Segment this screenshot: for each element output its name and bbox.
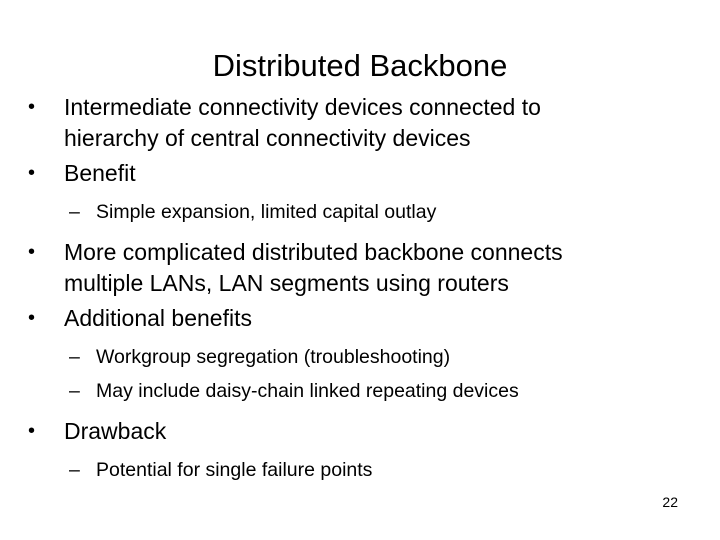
bullet-item: [28, 303, 708, 334]
sub-bullet-item: [28, 199, 708, 225]
dash-icon: –: [69, 459, 80, 481]
bullet-item: [28, 92, 708, 154]
sub-bullet-text: Simple expansion, limited capital outlay: [96, 201, 437, 223]
dash-icon: –: [69, 201, 80, 223]
bullet-item: [28, 158, 708, 189]
slide-title: Distributed Backbone: [212, 48, 508, 83]
bullet-text-line: More complicated distributed backbone connects: [64, 239, 563, 265]
sub-bullet-item: [28, 344, 708, 370]
bullet-text-line: hierarchy of central connectivity devices: [64, 125, 471, 151]
dash-icon: –: [69, 380, 80, 402]
sub-bullet-text: May include daisy-chain linked repeating devices: [96, 380, 519, 402]
bullet-icon: •: [28, 307, 36, 329]
bullet-icon: •: [28, 241, 36, 263]
sub-bullet-text: Workgroup segregation (troubleshooting): [96, 346, 451, 368]
bullet-text-line: Additional benefits: [64, 305, 252, 331]
bullet-text-line: Drawback: [64, 418, 167, 444]
bullet-icon: •: [28, 420, 36, 442]
page-number: 22: [662, 494, 678, 510]
sub-bullet-item: [28, 378, 708, 404]
sub-bullet-item: [28, 457, 708, 483]
bullet-icon: •: [28, 96, 36, 118]
bullet-item: [28, 416, 708, 447]
bullet-text-line: Benefit: [64, 160, 136, 186]
bullet-text-line: Intermediate connectivity devices connected to: [64, 94, 541, 120]
sub-bullet-text: Potential for single failure points: [96, 459, 373, 481]
bullet-item: [28, 237, 708, 299]
bullet-text-line: multiple LANs, LAN segments using routers: [64, 270, 509, 296]
slide-body: [28, 92, 708, 483]
dash-icon: –: [69, 346, 80, 368]
bullet-icon: •: [28, 162, 36, 184]
